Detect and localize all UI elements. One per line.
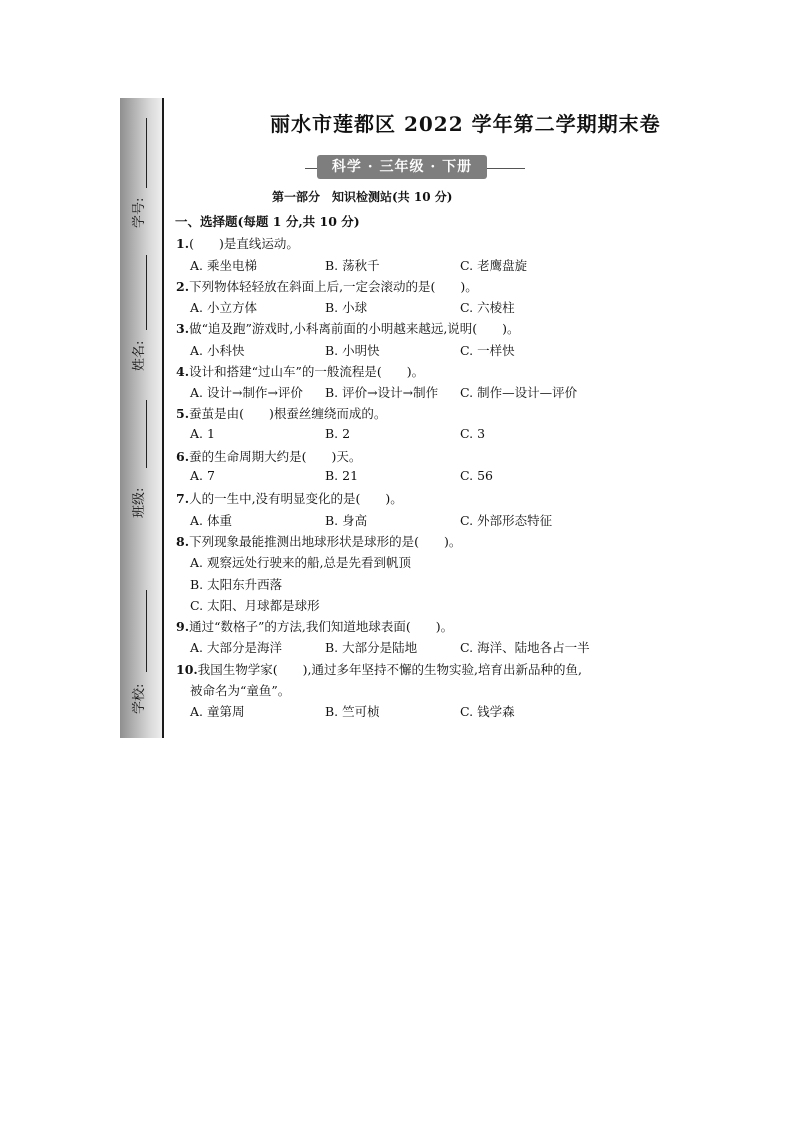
- q7-option-b[interactable]: B. 身高: [325, 513, 368, 528]
- question-number: 9.: [176, 619, 190, 634]
- question-2: [176, 277, 478, 295]
- question-stem: 人的一生中,没有明显变化的是( )。: [189, 491, 403, 506]
- margin-rule: [162, 98, 164, 738]
- question-5: [176, 404, 386, 422]
- question-10: [176, 660, 582, 678]
- q5-option-a[interactable]: A. 1: [190, 426, 215, 441]
- q3-option-c[interactable]: C. 一样快: [460, 343, 515, 358]
- q2-option-b[interactable]: B. 小球: [325, 300, 368, 315]
- section-heading: 一、选择题(每题 1 分,共 10 分): [175, 214, 360, 229]
- q7-option-c[interactable]: C. 外部形态特征: [460, 513, 553, 528]
- question-stem: 下列现象最能推测出地球形状是球形的是( )。: [189, 534, 462, 549]
- question-number: 7.: [176, 491, 190, 506]
- question-stem: 蚕茧是由( )根蚕丝缠绕而成的。: [189, 406, 387, 421]
- name-line[interactable]: [146, 255, 147, 330]
- q9-option-b[interactable]: B. 大部分是陆地: [325, 640, 418, 655]
- q8-option-a[interactable]: A. 观察远处行驶来的船,总是先看到帆顶: [190, 555, 411, 570]
- school-label: 学校:: [132, 683, 147, 714]
- q2-option-a[interactable]: A. 小立方体: [190, 300, 257, 315]
- q10-option-a[interactable]: A. 童第周: [190, 704, 245, 719]
- class-label: 班级:: [132, 487, 147, 518]
- school-field: [120, 590, 162, 725]
- question-number: 6.: [176, 449, 190, 464]
- q2-option-c[interactable]: C. 六棱柱: [460, 300, 515, 315]
- student-id-label: 学号:: [132, 197, 147, 228]
- q6-option-b[interactable]: B. 21: [325, 468, 359, 483]
- question-number: 2.: [176, 279, 190, 294]
- student-id-field: [120, 110, 162, 230]
- q6-option-c[interactable]: C. 56: [460, 468, 493, 483]
- name-label: 姓名:: [132, 340, 147, 371]
- q4-option-b[interactable]: B. 评价→设计→制作: [325, 385, 439, 400]
- question-stem: 下列物体轻轻放在斜面上后,一定会滚动的是( )。: [189, 279, 478, 294]
- q10-option-c[interactable]: C. 钱学森: [460, 704, 515, 719]
- q6-option-a[interactable]: A. 7: [190, 468, 215, 483]
- question-1: [176, 234, 299, 252]
- question-number: 10.: [176, 662, 198, 677]
- name-field: [120, 255, 162, 385]
- banner-rule-left: [305, 168, 317, 169]
- class-line[interactable]: [146, 400, 147, 468]
- q3-option-b[interactable]: B. 小明快: [325, 343, 380, 358]
- q1-option-a[interactable]: A. 乘坐电梯: [190, 258, 257, 273]
- q4-option-c[interactable]: C. 制作—设计—评价: [460, 385, 578, 400]
- question-number: 3.: [176, 321, 190, 336]
- q3-option-a[interactable]: A. 小科快: [190, 343, 245, 358]
- question-number: 8.: [176, 534, 190, 549]
- question-8: [176, 532, 461, 550]
- question-stem: ( )是直线运动。: [189, 236, 299, 251]
- q9-option-c[interactable]: C. 海洋、陆地各占一半: [460, 640, 590, 655]
- subject-badge: 科学 · 三年级 · 下册: [317, 155, 487, 179]
- q7-option-a[interactable]: A. 体重: [190, 513, 232, 528]
- question-number: 5.: [176, 406, 190, 421]
- question-stem: 蚕的生命周期大约是( )天。: [189, 449, 362, 464]
- school-line[interactable]: [146, 590, 147, 672]
- question-stem: 设计和搭建“过山车”的一般流程是( )。: [189, 364, 425, 379]
- question-stem: 做“追及跑”游戏时,小科离前面的小明越来越远,说明( )。: [189, 321, 520, 336]
- q9-option-a[interactable]: A. 大部分是海洋: [190, 640, 282, 655]
- student-id-line[interactable]: [146, 118, 147, 188]
- class-field: [120, 400, 162, 530]
- question-7: [176, 489, 403, 507]
- question-10-continuation: 被命名为“童鱼”。: [190, 683, 291, 698]
- q5-option-c[interactable]: C. 3: [460, 426, 486, 441]
- question-stem: 我国生物学家( ),通过多年坚持不懈的生物实验,培育出新品种的鱼,: [197, 662, 582, 677]
- q5-option-b[interactable]: B. 2: [325, 426, 351, 441]
- q8-option-c[interactable]: C. 太阳、月球都是球形: [190, 598, 320, 613]
- question-4: [176, 362, 424, 380]
- question-number: 4.: [176, 364, 190, 379]
- question-9: [176, 617, 453, 635]
- banner-rule-right: [487, 168, 525, 169]
- q1-option-c[interactable]: C. 老鹰盘旋: [460, 258, 528, 273]
- q8-option-b[interactable]: B. 太阳东升西落: [190, 577, 283, 592]
- exam-title: 丽水市莲都区 2022 学年第二学期期末卷: [270, 112, 661, 136]
- question-6: [176, 447, 361, 465]
- question-stem: 通过“数格子”的方法,我们知道地球表面( )。: [189, 619, 454, 634]
- question-3: [176, 319, 520, 337]
- q10-option-b[interactable]: B. 竺可桢: [325, 704, 380, 719]
- q4-option-a[interactable]: A. 设计→制作→评价: [190, 385, 303, 400]
- q1-option-b[interactable]: B. 荡秋千: [325, 258, 380, 273]
- part-heading: 第一部分 知识检测站(共 10 分): [272, 190, 453, 204]
- subject-banner: [305, 155, 525, 181]
- question-number: 1.: [176, 236, 190, 251]
